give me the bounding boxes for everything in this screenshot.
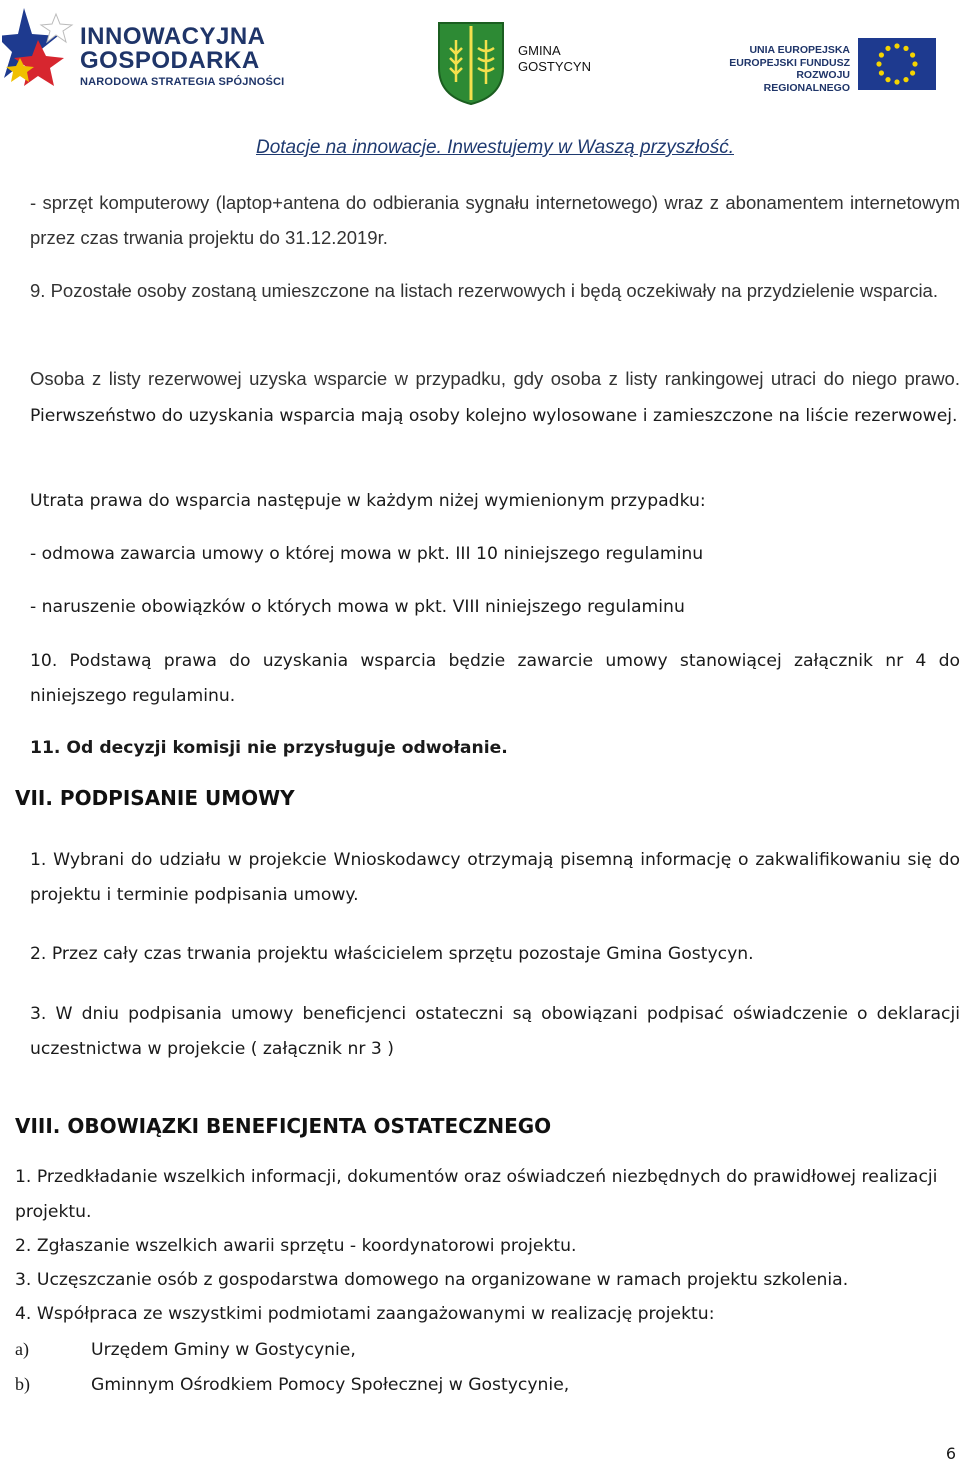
eu-text-line3: ROZWOJU REGIONALNEGO xyxy=(763,69,850,94)
paragraph-vii-3: 3. W dniu podpisania umowy beneficjenci ostateczni są obowiązani podpisać oświadczenie o deklaracji uczestnictwa w projekcie ( załącznik nr 3 ) xyxy=(30,1004,960,1059)
paragraph-viii-2: 2. Zgłaszanie wszelkich awarii sprzętu - koordynatorowi projektu. xyxy=(15,1236,577,1256)
paragraph-reserve-lists: 9. Pozostałe osoby zostaną umieszczone na listach rezerwowych i będą oczekiwały na przydzielenie wsparcia. xyxy=(30,280,938,301)
innowacyjna-gospodarka-logo xyxy=(2,4,292,96)
list-item-b-text: Gminnym Ośrodkiem Pomocy Społecznej w Gostycynie, xyxy=(91,1375,570,1395)
paragraph-viii-4: 4. Współpraca ze wszystkimi podmiotami zaangażowanymi w realizację projektu: xyxy=(15,1304,715,1324)
eu-text-line1: UNIA EUROPEJSKA xyxy=(749,44,850,56)
motto-link[interactable]: Dotacje na innowacje. Inwestujemy w Waszą przyszłość. xyxy=(255,137,734,158)
paragraph-vii-2: 2. Przez cały czas trwania projektu właścicielem sprzętu pozostaje Gmina Gostycyn. xyxy=(30,944,754,964)
logo-text-line1: INNOWACYJNA xyxy=(80,23,266,50)
logo-text-line3: NARODOWA STRATEGIA SPÓJNOŚCI xyxy=(80,76,285,88)
list-item-b xyxy=(15,1367,945,1403)
gmina-name xyxy=(518,43,591,75)
paragraph-loss-of-right: Utrata prawa do wsparcia następuje w każdym niżej wymienionym przypadku: xyxy=(30,491,706,511)
star-emblem-icon xyxy=(2,4,78,96)
list-item-violation: - naruszenie obowiązków o których mowa w pkt. VIII niniejszego regulaminu xyxy=(30,597,685,617)
section-heading-viii: VIII. OBOWIĄZKI BENEFICJENTA OSTATECZNEGO xyxy=(15,1114,552,1138)
paragraph-10: 10. Podstawą prawa do uzyskania wsparcia będzie zawarcie umowy stanowiącej załącznik nr 4 do niniejszego regulaminu. xyxy=(30,651,960,706)
paragraph-reserve-support xyxy=(30,362,960,433)
list-item-a xyxy=(15,1332,945,1368)
section-heading-vii: VII. PODPISANIE UMOWY xyxy=(15,786,295,810)
paragraph-11: 11. Od decyzji komisji nie przysługuje odwołanie. xyxy=(30,738,508,758)
paragraph-vii-1: 1. Wybrani do udziału w projekcie Wnioskodawcy otrzymają pisemną informację o zakwalifikowaniu się do projektu i terminie podpisania umowy. xyxy=(30,850,960,905)
list-item-b-label: b) xyxy=(15,1374,30,1394)
reserve-support-sentence2: Pierwszeństwo do uzyskania wsparcia mają osoby kolejno wylosowane i zamieszczone na liście rezerwowej. xyxy=(30,405,958,426)
eu-text-line2: EUROPEJSKI FUNDUSZ xyxy=(729,56,850,69)
gmina-name-line2: GOSTYCYN xyxy=(518,59,591,74)
paragraph-viii-3: 3. Uczęszczanie osób z gospodarstwa domowego na organizowane w ramach projektu szkolenia. xyxy=(15,1270,849,1290)
paragraph-viii-1: 1. Przedkładanie wszelkich informacji, dokumentów oraz oświadczeń niezbędnych do prawidłowej realizacji projektu. xyxy=(15,1167,938,1222)
list-item-a-label: a) xyxy=(15,1339,29,1359)
paragraph-equipment: - sprzęt komputerowy (laptop+antena do odbierania sygnału internetowego) wraz z abonamentem internetowym przez czas trwania projektu do 31.12.2019r. xyxy=(30,192,960,248)
gmina-name-line1: GMINA xyxy=(518,43,561,58)
list-item-a-text: Urzędem Gminy w Gostycynie, xyxy=(91,1340,356,1360)
eu-fund-logo xyxy=(718,36,938,96)
coat-of-arms-icon xyxy=(436,20,506,106)
reserve-support-sentence1: Osoba z listy rezerwowej uzyska wsparcie w przypadku, gdy osoba z listy rankingowej utraci do niego prawo. xyxy=(30,368,960,389)
list-item-refusal: - odmowa zawarcia umowy o której mowa w pkt. III 10 niniejszego regulaminu xyxy=(30,544,704,564)
page-header xyxy=(0,0,960,120)
eu-fund-text xyxy=(720,44,850,94)
eu-flag-icon xyxy=(858,38,936,90)
logo-text-line2: GOSPODARKA xyxy=(80,47,260,74)
page-number: 6 xyxy=(945,1444,956,1463)
gmina-gostycyn-logo xyxy=(436,20,606,106)
